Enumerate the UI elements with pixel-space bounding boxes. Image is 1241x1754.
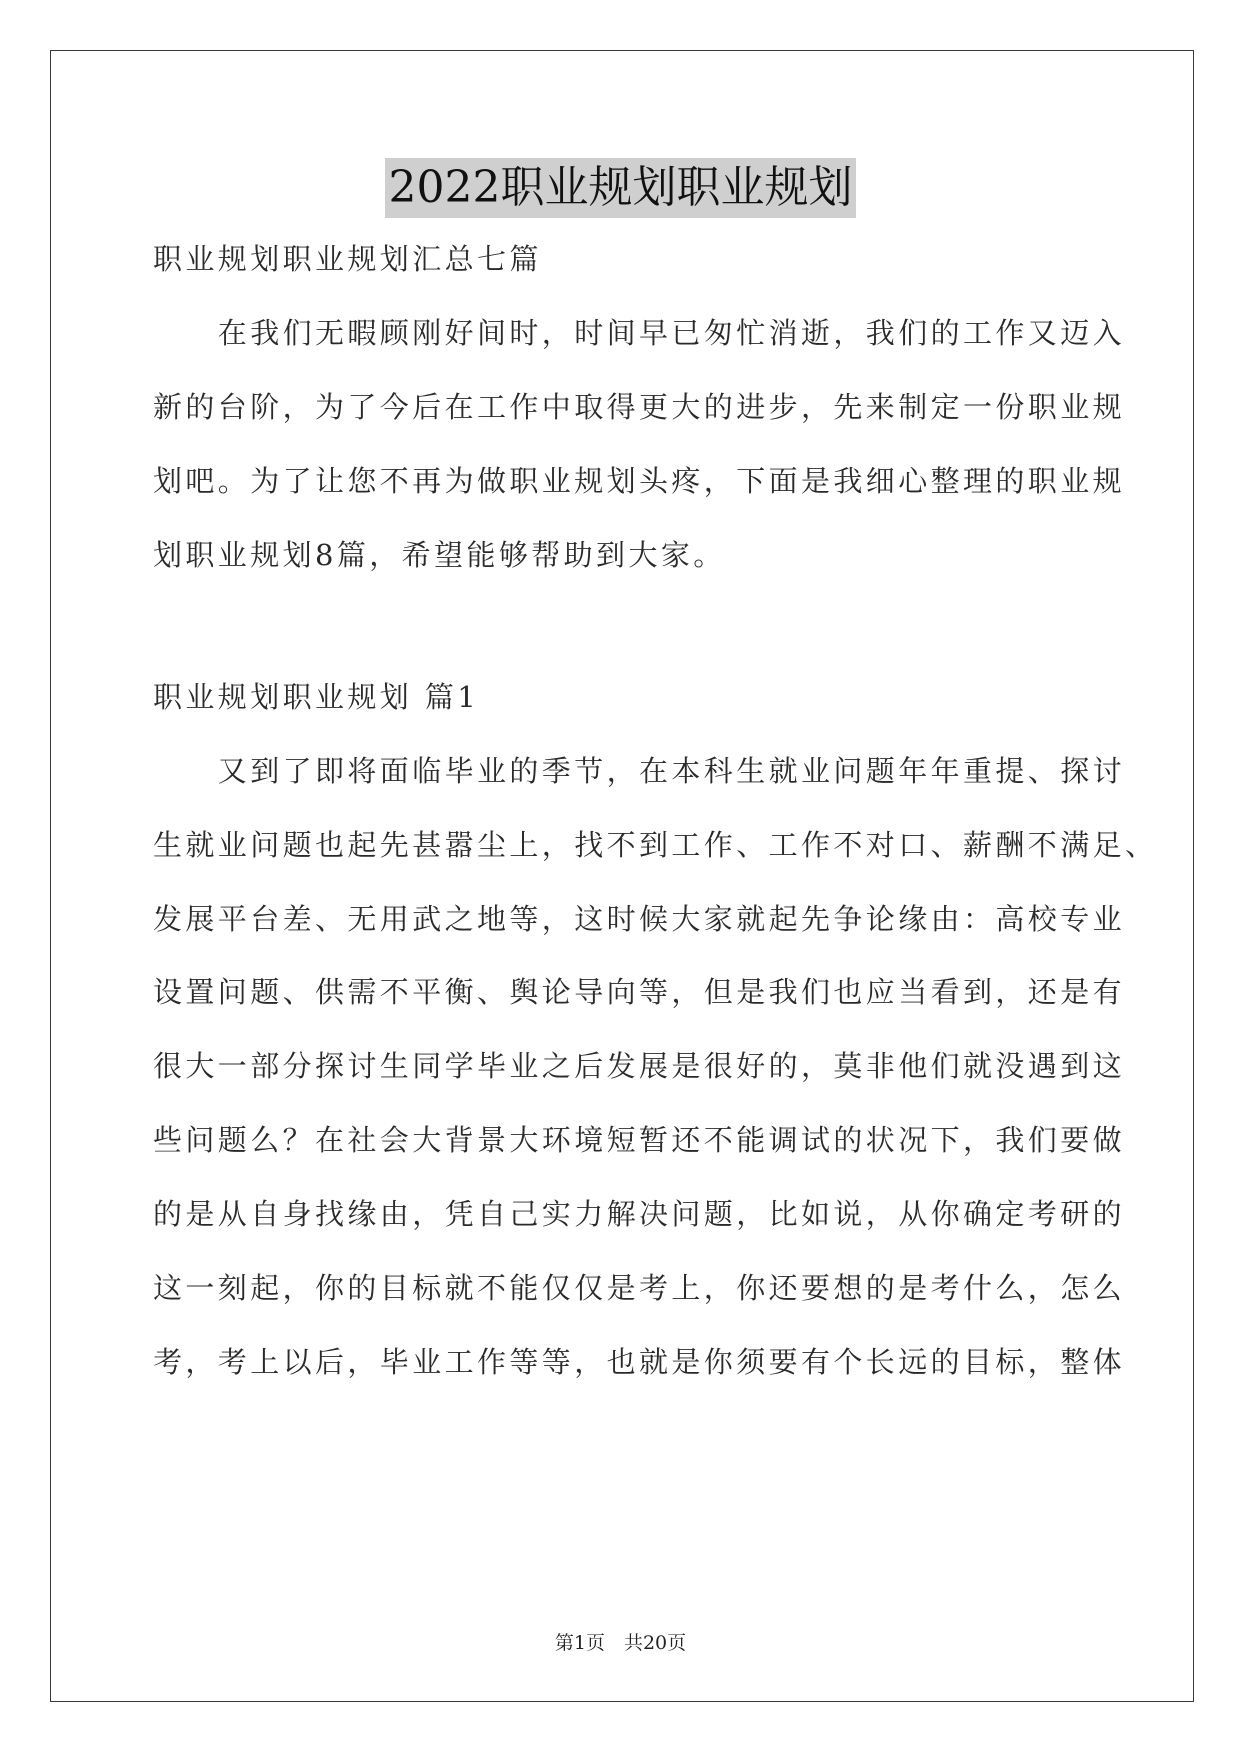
intro-heading: 职业规划职业规划汇总七篇	[153, 242, 542, 276]
paragraph-line: 生就业问题也起先甚嚣尘上，找不到工作、工作不对口、薪酬不满足、	[153, 828, 1158, 862]
paragraph-line: 些问题么？在社会大背景大环境短暂还不能调试的状况下，我们要做	[153, 1123, 1126, 1157]
paragraph-line: 设置问题、供需不平衡、舆论导向等，但是我们也应当看到，还是有	[153, 975, 1126, 1009]
section-heading: 职业规划职业规划 篇1	[153, 680, 480, 714]
paragraph-line: 很大一部分探讨生同学毕业之后发展是很好的，莫非他们就没遇到这	[153, 1049, 1126, 1083]
paragraph-line: 新的台阶，为了今后在工作中取得更大的进步，先来制定一份职业规	[153, 390, 1126, 424]
page-border	[50, 50, 1194, 1702]
title-container	[0, 158, 1241, 218]
page-number-footer: 第1页 共20页	[554, 1632, 687, 1654]
paragraph-line: 在我们无暇顾刚好间时，时间早已匆忙消逝，我们的工作又迈入	[153, 316, 1126, 350]
paragraph-line: 这一刻起，你的目标就不能仅仅是考上，你还要想的是考什么，怎么	[153, 1271, 1126, 1305]
document-title: 2022职业规划职业规划	[385, 158, 857, 218]
paragraph-line: 的是从自身找缘由，凭自己实力解决问题，比如说，从你确定考研的	[153, 1197, 1126, 1231]
paragraph-line: 又到了即将面临毕业的季节，在本科生就业问题年年重提、探讨	[153, 754, 1126, 788]
paragraph-line: 划吧。为了让您不再为做职业规划头疼，下面是我细心整理的职业规	[153, 464, 1126, 498]
paragraph-line: 划职业规划8篇，希望能够帮助到大家。	[153, 538, 726, 572]
paragraph-line: 发展平台差、无用武之地等，这时候大家就起先争论缘由：高校专业	[153, 902, 1126, 936]
paragraph-line: 考，考上以后，毕业工作等等，也就是你须要有个长远的目标，整体	[153, 1345, 1126, 1379]
